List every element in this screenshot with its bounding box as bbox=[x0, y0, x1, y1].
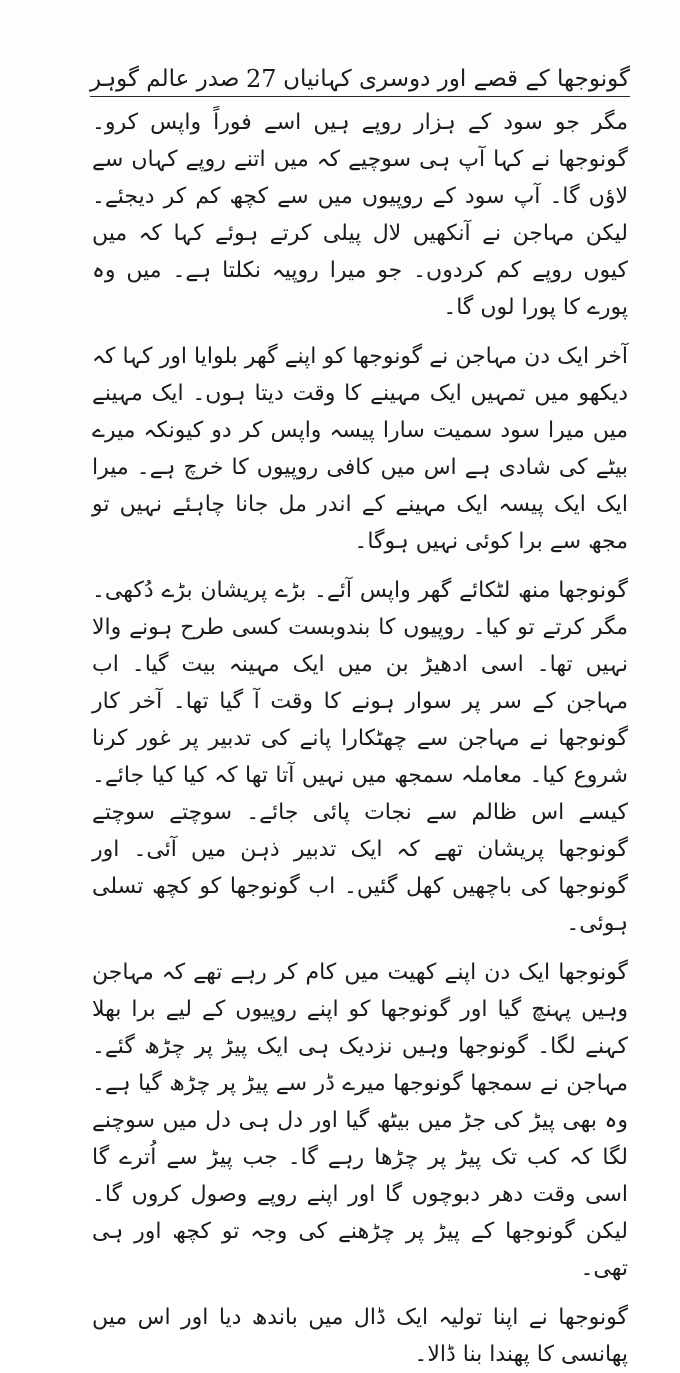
paragraph: گونوجھا ایک دن اپنے کھیت میں کام کر رہے تھے کہ مہاجن وہیں پہنچ گیا اور گونوجھا کو اپنے روپیوں کے لیے برا بھلا کہنے لگا۔ گونوجھا وہیں نزدیک ہی ایک پیڑ پر چڑھ گئے۔ مہاجن نے سمجھا گونوجھا میرے ڈر سے پیڑ پر چڑھ گیا ہے۔ وہ بھی پیڑ کی جڑ میں بیٹھ گیا اور دل ہی دل میں سوچنے لگا کہ کب تک پیڑ پر چڑھا رہے گا۔ جب پیڑ سے اُترے گا اسی وقت دھر دبوچوں گا اور اپنے روپے وصول کروں گا۔ لیکن گونوجھا کے پیڑ پر چڑھنے کی وجہ تو کچھ اور ہی تھی۔ bbox=[92, 960, 628, 1281]
paragraph: مگر جو سود کے ہزار روپے ہیں اسے فوراً واپس کرو۔ گونوجھا نے کہا آپ ہی سوچیے کہ میں اتنے روپے کہاں سے لاؤں گا۔ آپ سود کے روپیوں میں سے کچھ کم کر دیجئے۔ لیکن مہاجن نے آنکھیں لال پیلی کرتے ہوئے کہا کہ میں کیوں روپے کم کردوں۔ جو میرا روپیہ نکلتا ہے۔ میں وہ پورے کا پورا لوں گا۔ bbox=[92, 110, 628, 320]
body-text bbox=[92, 104, 628, 1367]
running-header bbox=[90, 50, 630, 94]
author-name: صدر عالم گوہر bbox=[90, 66, 240, 92]
paragraph: آخر ایک دن مہاجن نے گونوجھا کو اپنے گھر بلوایا اور کہا کہ دیکھو میں تمہیں ایک مہینے کا وقت دیتا ہوں۔ ایک مہینے میں میرا سود سمیت سارا پیسہ واپس کر دو کیونکہ میرے بیٹے کی شادی ہے اس میں کافی روپیوں کا خرچ ہے۔ میرا ایک ایک پیسہ ایک مہینے کے اندر مل جانا چاہئے نہیں تو مجھ سے برا کوئی نہیں ہوگا۔ bbox=[92, 344, 628, 554]
header-divider bbox=[90, 96, 630, 97]
paragraph: گونوجھا نے اپنا تولیہ ایک ڈال میں باندھ دیا اور اس میں پھانسی کا پھندا بنا ڈالا۔ bbox=[92, 1305, 628, 1367]
book-title: گونوجھا کے قصے اور دوسری کہانیاں bbox=[283, 66, 630, 92]
paragraph: گونوجھا منھ لٹکائے گھر واپس آئے۔ بڑے پریشان بڑے دُکھی۔ مگر کرتے تو کیا۔ روپیوں کا بندوبست کسی طرح ہونے والا نہیں تھا۔ اسی ادھیڑ بن میں ایک مہینہ بیت گیا۔ اب مہاجن کے سر پر سوار ہونے کا وقت آ گیا تھا۔ آخر کار گونوجھا نے مہاجن سے چھٹکارا پانے کی تدبیر پر غور کرنا شروع کیا۔ معاملہ سمجھ میں نہیں آتا تھا کہ کیا کیا جائے۔ کیسے اس ظالم سے نجات پائی جائے۔ سوچتے سوچتے گونوجھا پریشان تھے کہ ایک تدبیر ذہن میں آئی۔ اور گونوجھا کی باچھیں کھل گئیں۔ اب گونوجھا کو کچھ تسلی ہوئی۔ bbox=[92, 578, 628, 936]
page-number: 27 bbox=[245, 65, 277, 93]
